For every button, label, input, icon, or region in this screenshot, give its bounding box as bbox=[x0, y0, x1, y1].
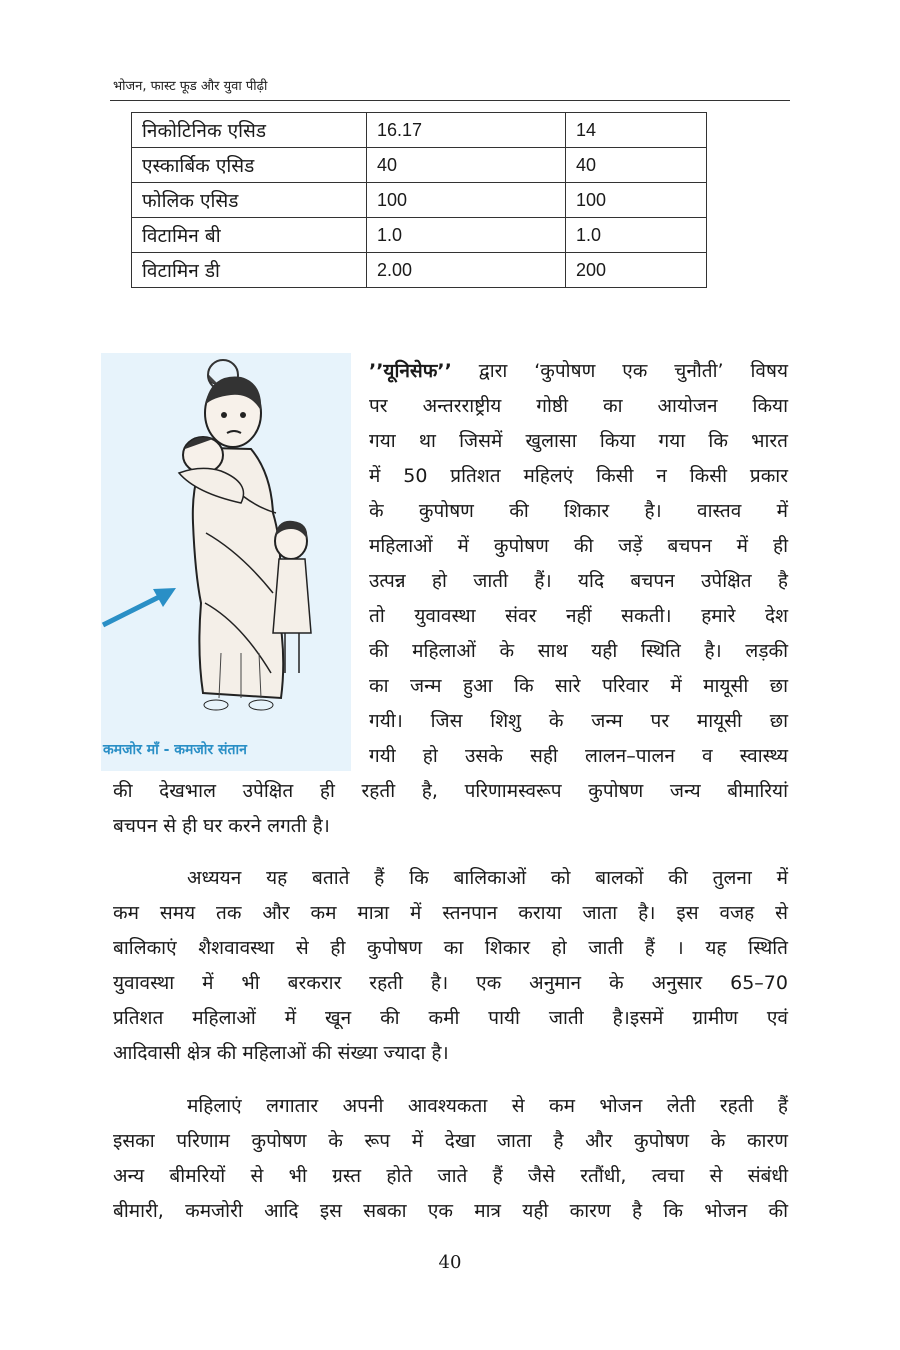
page-number: 40 bbox=[438, 1252, 462, 1273]
table-cell: 1.0 bbox=[367, 218, 566, 253]
table-cell: विटामिन बी bbox=[132, 218, 367, 253]
table-cell: 1.0 bbox=[566, 218, 707, 253]
unicef-bold-lead: ’’यूनिसेफ’’ bbox=[369, 360, 452, 382]
table-cell: 100 bbox=[566, 183, 707, 218]
table-cell: एस्कार्बिक एसिड bbox=[132, 148, 367, 183]
text-line: गयी। जिस शिशु के जन्म पर मायूसी छा bbox=[369, 710, 788, 732]
text-line: का जन्म हुआ कि सारे परिवार में मायूसी छा bbox=[369, 675, 788, 697]
text-line-rest: द्वारा ‘कुपोषण एक चुनौती’ विषय bbox=[478, 360, 789, 382]
table-cell: 14 bbox=[566, 113, 707, 148]
text-line: तो युवावस्था संवर नहीं सकती। हमारे देश bbox=[369, 605, 788, 627]
table-cell: 40 bbox=[566, 148, 707, 183]
text-line: गयी हो उसके सही लालन–पालन व स्वास्थ्य bbox=[369, 745, 788, 767]
text-line: प्रतिशत महिलाओं में खून की कमी पायी जाती है।इसमें ग्रामीण एवं bbox=[113, 1007, 788, 1029]
text-line: पर अन्तरराष्ट्रीय गोष्ठी का आयोजन किया bbox=[369, 395, 788, 417]
table-cell: फोलिक एसिड bbox=[132, 183, 367, 218]
text-line: की देखभाल उपेक्षित ही रहती है, परिणामस्वरूप कुपोषण जन्य बीमारियां bbox=[113, 780, 788, 802]
text-line: की महिलाओं के साथ यही स्थिति है। लड़की bbox=[369, 640, 788, 662]
text-line: महिलाओं में कुपोषण की जड़ें बचपन में ही bbox=[369, 535, 788, 557]
text-line: युवावस्था में भी बरकरार रहती है। एक अनुमान के अनुसार 65–70 bbox=[113, 972, 788, 994]
text-line: उत्पन्न हो जाती हैं। यदि बचपन उपेक्षित है bbox=[369, 570, 788, 592]
table-cell: 200 bbox=[566, 253, 707, 288]
text-line: के कुपोषण की शिकार है। वास्तव में bbox=[369, 500, 788, 522]
text-line: इसका परिणाम कुपोषण के रूप में देखा जाता है और कुपोषण के कारण bbox=[113, 1130, 788, 1152]
text-line: अन्य बीमरियों से भी ग्रस्त होते जाते हैं जैसे रतौंधी, त्वचा से संबंधी bbox=[113, 1165, 788, 1187]
text-line: आदिवासी क्षेत्र की महिलाओं की संख्या ज्यादा है। bbox=[113, 1042, 449, 1064]
text-line: गया था जिसमें खुलासा किया गया कि भारत bbox=[369, 430, 788, 452]
table-cell: 40 bbox=[367, 148, 566, 183]
text-line: अध्ययन यह बताते हैं कि बालिकाओं को बालकों की तुलना में bbox=[187, 867, 788, 889]
text-line: बालिकाएं शैशवावस्था से ही कुपोषण का शिकार हो जाती हैं । यह स्थिति bbox=[113, 937, 788, 959]
table-cell: निकोटिनिक एसिड bbox=[132, 113, 367, 148]
table-cell: 100 bbox=[367, 183, 566, 218]
table-cell: 16.17 bbox=[367, 113, 566, 148]
text-line: कम समय तक और कम मात्रा में स्तनपान कराया जाता है। इस वजह से bbox=[113, 902, 788, 924]
text-line: बीमारी, कमजोरी आदि इस सबका एक मात्र यही कारण है कि भोजन की bbox=[113, 1200, 788, 1222]
text-line: महिलाएं लगातार अपनी आवश्यकता से कम भोजन लेती रहती हैं bbox=[187, 1095, 788, 1117]
text-line bbox=[369, 357, 788, 383]
table-cell: विटामिन डी bbox=[132, 253, 367, 288]
text-line: बचपन से ही घर करने लगती है। bbox=[113, 815, 330, 837]
table-cell: 2.00 bbox=[367, 253, 566, 288]
illustration-caption: कमजोर माँ - कमजोर संतान bbox=[103, 742, 247, 758]
running-header: भोजन, फास्ट फूड और युवा पीढ़ी bbox=[113, 79, 268, 94]
text-line: में 50 प्रतिशत महिलएं किसी न किसी प्रकार bbox=[369, 465, 788, 487]
